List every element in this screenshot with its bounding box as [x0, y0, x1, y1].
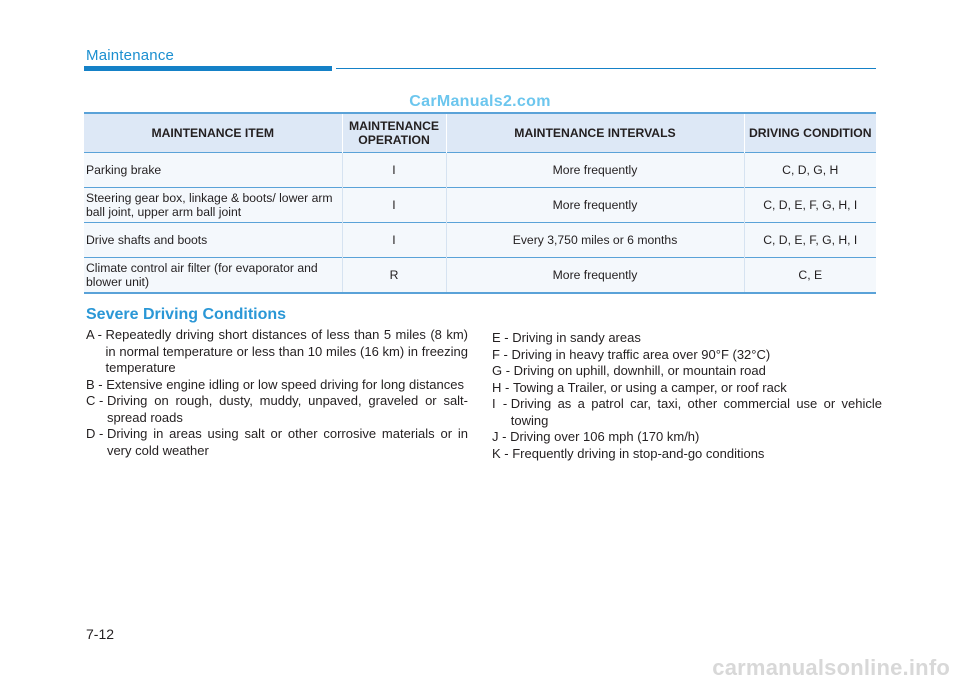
- cell-item: Drive shafts and boots: [84, 223, 342, 258]
- cell-condition: C, D, E, F, G, H, I: [744, 188, 876, 223]
- column-header-intervals: MAINTENANCE INTERVALS: [446, 113, 744, 153]
- column-header-condition: DRIVING CONDITION: [744, 113, 876, 153]
- condition-text: Driving in areas using salt or other corrosive materials or in very cold weather: [106, 426, 468, 458]
- condition-text: Driving in heavy traffic area over 90°F (32°C): [511, 346, 771, 362]
- list-item: [492, 396, 882, 429]
- condition-code: K -: [492, 445, 513, 461]
- condition-code: C -: [86, 393, 107, 408]
- list-item: [86, 377, 468, 394]
- cell-interval: More frequently: [446, 153, 744, 188]
- table-row: [84, 153, 876, 188]
- cell-operation: R: [342, 258, 446, 294]
- list-item: [492, 347, 882, 364]
- cell-operation: I: [342, 153, 446, 188]
- header-rule-thin: [336, 68, 876, 69]
- condition-code: E -: [492, 330, 513, 345]
- cell-condition: C, D, E, F, G, H, I: [744, 223, 876, 258]
- list-item: [86, 327, 468, 377]
- cell-condition: C, E: [744, 258, 876, 294]
- cell-item: Parking brake: [84, 153, 342, 188]
- table-header-row: [84, 113, 876, 153]
- condition-code: G -: [492, 363, 514, 378]
- condition-text: Driving as a patrol car, taxi, other commercial use or vehicle towing: [510, 396, 882, 428]
- condition-code: J -: [492, 429, 511, 444]
- condition-code: A -: [86, 327, 106, 342]
- table-row: [84, 223, 876, 258]
- condition-code: I -: [492, 396, 511, 411]
- conditions-list-right: [492, 330, 882, 462]
- cell-condition: C, D, G, H: [744, 153, 876, 188]
- condition-text: Towing a Trailer, or using a camper, or roof rack: [512, 379, 787, 395]
- condition-text: Driving on uphill, downhill, or mountain road: [513, 363, 766, 378]
- condition-text: Extensive engine idling or low speed driving for long distances: [106, 376, 464, 392]
- table-row: [84, 258, 876, 294]
- header-rule-thick: [84, 66, 332, 71]
- list-item: [492, 429, 882, 446]
- condition-code: F -: [492, 346, 512, 362]
- condition-text: Repeatedly driving short distances of less than 5 miles (8 km) in normal temperature or less than 10 miles (16 km) in freezing temperature: [105, 327, 468, 375]
- condition-code: D -: [86, 426, 107, 441]
- list-item: [492, 446, 882, 463]
- cell-interval: More frequently: [446, 188, 744, 223]
- cell-interval: Every 3,750 miles or 6 months: [446, 223, 744, 258]
- section-title: Maintenance: [86, 47, 175, 64]
- list-item: [492, 330, 882, 347]
- table-row: [84, 188, 876, 223]
- conditions-list-left: [86, 327, 468, 459]
- cell-operation: I: [342, 188, 446, 223]
- list-item: [86, 426, 468, 459]
- list-item: [492, 363, 882, 380]
- condition-text: Driving on rough, dusty, muddy, unpaved, graveled or salt-spread roads: [106, 393, 468, 425]
- list-item: [86, 393, 468, 426]
- severe-conditions-title: Severe Driving Conditions: [86, 306, 287, 323]
- cell-interval: More frequently: [446, 258, 744, 294]
- maintenance-table: [84, 112, 876, 294]
- watermark-top: CarManuals2.com: [409, 93, 551, 110]
- cell-item: Steering gear box, linkage & boots/ lower arm ball joint, upper arm ball joint: [84, 188, 342, 223]
- condition-code: B -: [86, 376, 107, 392]
- list-item: [492, 380, 882, 397]
- watermark-bottom: carmanualsonline.info: [712, 655, 950, 680]
- condition-text: Driving in sandy areas: [512, 330, 641, 345]
- cell-item: Climate control air filter (for evaporator and blower unit): [84, 258, 342, 294]
- condition-text: Driving over 106 mph (170 km/h): [510, 429, 700, 444]
- condition-code: H -: [492, 379, 513, 395]
- column-header-item: MAINTENANCE ITEM: [84, 113, 342, 153]
- condition-text: Frequently driving in stop-and-go conditions: [512, 445, 765, 461]
- cell-operation: I: [342, 223, 446, 258]
- column-header-operation: MAINTENANCE OPERATION: [342, 113, 446, 153]
- page-number: 7-12: [86, 626, 115, 642]
